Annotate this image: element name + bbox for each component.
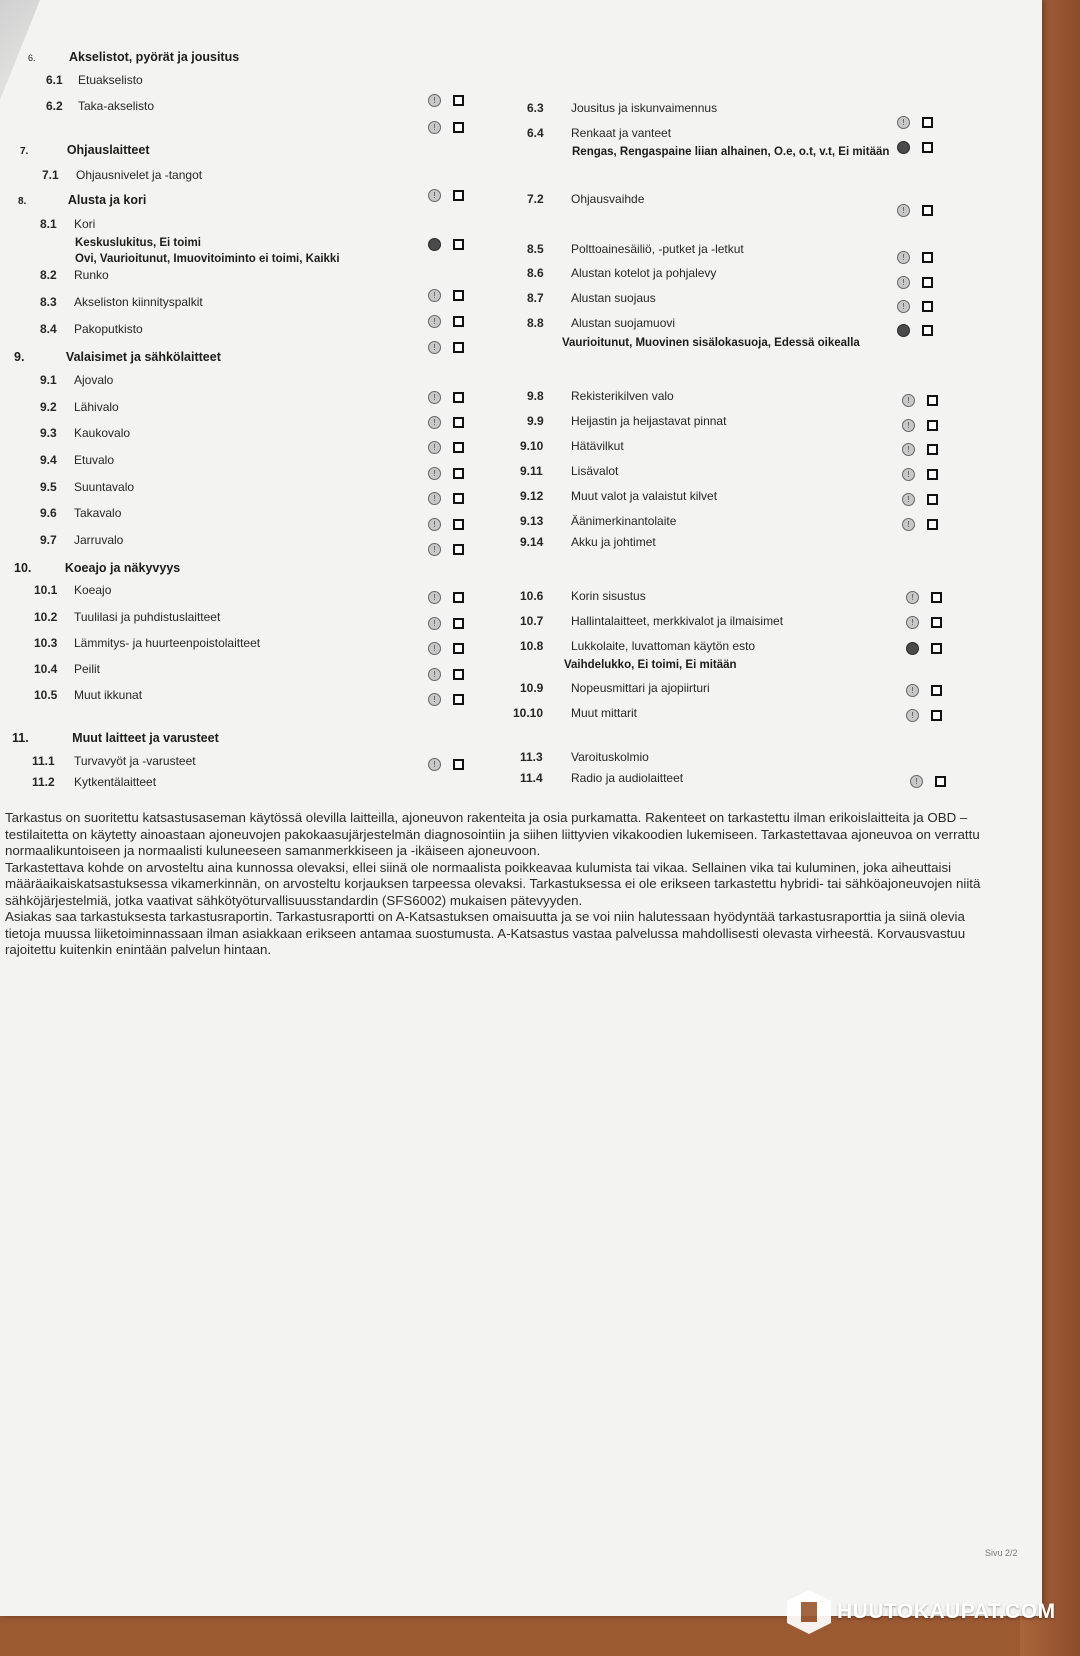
checkbox [931,617,942,628]
item-9-11: 9.11 Lisävalot [520,464,619,478]
rating-8-4 [428,341,464,354]
item-11-2: 11.2 Kytkentälaitteet [32,775,157,789]
ok-marker-icon: ! [428,467,441,480]
item-10-10: 10.10 Muut mittarit [513,706,638,720]
section-8-heading: 8. Alusta ja kori [18,193,147,207]
item-9-14: 9.14 Akku ja johtimet [520,535,656,549]
checkbox [927,420,938,431]
checkbox [453,95,464,106]
ok-marker-icon: ! [428,668,441,681]
checkbox [453,239,464,250]
disclaimer-paragraph-1: Tarkastus on suoritettu katsastusaseman käytössä olevilla laitteilla, ajoneuvon rakenteita ja osia purkamatta. Rakenteet on tarkastettu ilman erikoislaitteita ja OBD –testilaitetta on käytetty ainoastaan ajoneuvojen pakokaasujärjestelmän diagnosointiin ja siihen liittyvien vikakoodien lukemiseen. Tarkastettavaa ajoneuvoa on verrattu normaalikuntoiseen ja normaalisti kuluneeseen samanmerkkiseen ja -ikäiseen ajoneuvoon. [5,810,980,858]
ok-marker-icon: ! [906,684,919,697]
rating-10-1 [428,591,464,604]
rating-9-12 [902,493,938,506]
item-9-12: 9.12 Muut valot ja valaistut kilvet [520,489,718,503]
checkbox [935,776,946,787]
rating-9-6 [428,518,464,531]
rating-11-1 [428,758,464,771]
ok-marker-icon: ! [902,493,915,506]
ok-marker-icon: ! [902,394,915,407]
ok-marker-icon: ! [910,775,923,788]
checkbox [931,592,942,603]
rating-9-3 [428,441,464,454]
ok-marker-icon: ! [428,543,441,556]
checkbox [453,519,464,530]
item-7-1: 7.1 Ohjausnivelet ja -tangot [42,168,203,182]
fault-marker-icon [897,324,910,337]
ok-marker-icon: ! [902,518,915,531]
cube-logo-icon [787,1590,831,1634]
item-8-3: 8.3 Akseliston kiinnityspalkit [40,295,203,309]
fault-marker-icon [906,642,919,655]
rating-9-11 [902,468,938,481]
checkbox [453,544,464,555]
ok-marker-icon: ! [428,189,441,202]
rating-7-2 [897,204,933,217]
page-number: Sivu 2/2 [985,1548,1018,1558]
checkbox [453,442,464,453]
ok-marker-icon: ! [428,289,441,302]
rating-10-6 [906,591,942,604]
item-8-5: 8.5 Polttoainesäiliö, -putket ja -letkut [527,242,744,256]
section-6-heading: 6. Akselistot, pyörät ja jousitus [28,50,240,64]
item-9-7: 9.7 Jarruvalo [40,533,124,547]
ok-marker-icon: ! [897,116,910,129]
rating-9-7 [428,543,464,556]
ok-marker-icon: ! [428,518,441,531]
rating-9-2 [428,416,464,429]
checkbox [927,444,938,455]
ok-marker-icon: ! [428,391,441,404]
checkbox [453,592,464,603]
item-11-1: 11.1 Turvavyöt ja -varusteet [32,754,196,768]
checkbox [922,277,933,288]
rating-7-1 [428,189,464,202]
rating-8-8 [897,324,933,337]
ok-marker-icon: ! [902,468,915,481]
item-8-1: 8.1 Kori [40,217,96,231]
rating-10-3 [428,642,464,655]
item-10-2: 10.2 Tuulilasi ja puhdistuslaitteet [34,610,221,624]
ok-marker-icon: ! [428,341,441,354]
item-6-3: 6.3 Jousitus ja iskunvaimennus [527,101,718,115]
item-10-4: 10.4 Peilit [34,662,101,676]
checkbox [453,342,464,353]
note-8-8: Vaurioitunut, Muovinen sisälokasuoja, Edessä oikealla [562,337,860,349]
watermark-text: HUUTOKAUPAT.COM [837,1600,1056,1623]
ok-marker-icon: ! [428,492,441,505]
item-6-2: 6.2 Taka-akselisto [46,99,155,113]
checkbox [453,290,464,301]
item-10-1: 10.1 Koeajo [34,583,112,597]
checkbox [922,301,933,312]
item-9-10: 9.10 Hätävilkut [520,439,624,453]
checkbox [927,395,938,406]
disclaimer-text [5,810,985,959]
ok-marker-icon: ! [897,204,910,217]
rating-10-8 [906,642,942,655]
ok-marker-icon: ! [428,94,441,107]
checkbox [922,252,933,263]
item-10-7: 10.7 Hallintalaitteet, merkkivalot ja ilmaisimet [520,614,784,628]
checkbox [922,325,933,336]
item-10-5: 10.5 Muut ikkunat [34,688,143,702]
rating-9-5 [428,492,464,505]
fault-marker-icon [428,238,441,251]
item-10-9: 10.9 Nopeusmittari ja ajopiirturi [520,681,710,695]
ok-marker-icon: ! [906,616,919,629]
checkbox [453,190,464,201]
note-10-8: Vaihdelukko, Ei toimi, Ei mitään [564,659,737,671]
item-8-2: 8.2 Runko [40,268,109,282]
ok-marker-icon: ! [428,758,441,771]
ok-marker-icon: ! [428,617,441,630]
item-9-4: 9.4 Etuvalo [40,453,115,467]
rating-9-4 [428,467,464,480]
item-6-1: 6.1 Etuakselisto [46,73,143,87]
rating-10-4 [428,668,464,681]
item-10-8: 10.8 Lukkolaite, luvattoman käytön esto [520,639,756,653]
item-10-6: 10.6 Korin sisustus [520,589,646,603]
checkbox [453,643,464,654]
rating-8-7 [897,300,933,313]
rating-10-2 [428,617,464,630]
watermark-logo [787,1590,1056,1634]
item-9-6: 9.6 Takavalo [40,506,122,520]
item-9-9: 9.9 Heijastin ja heijastavat pinnat [527,414,727,428]
ok-marker-icon: ! [897,300,910,313]
rating-9-13 [902,518,938,531]
note-6-4: Rengas, Rengaspaine liian alhainen, O.e, o.t, v.t, Ei mitään [572,146,890,158]
item-7-2: 7.2 Ohjausvaihde [527,192,645,206]
ok-marker-icon: ! [902,443,915,456]
ok-marker-icon: ! [906,709,919,722]
rating-9-8 [902,394,938,407]
checkbox [453,759,464,770]
rating-11-4 [910,775,946,788]
checkbox [922,142,933,153]
item-9-5: 9.5 Suuntavalo [40,480,135,494]
item-8-6: 8.6 Alustan kotelot ja pohjalevy [527,266,717,280]
ok-marker-icon: ! [902,419,915,432]
checkbox [931,710,942,721]
ok-marker-icon: ! [897,251,910,264]
checkbox [453,468,464,479]
checkbox [453,694,464,705]
item-11-4: 11.4 Radio ja audiolaitteet [520,771,684,785]
rating-10-9 [906,684,942,697]
ok-marker-icon: ! [906,591,919,604]
item-9-13: 9.13 Äänimerkinantolaite [520,514,677,528]
item-8-7: 8.7 Alustan suojaus [527,291,656,305]
ok-marker-icon: ! [428,315,441,328]
item-9-2: 9.2 Lähivalo [40,400,119,414]
ok-marker-icon: ! [428,121,441,134]
ok-marker-icon: ! [428,591,441,604]
checkbox [927,494,938,505]
note-8-1-a: Keskuslukitus, Ei toimi [75,237,201,249]
note-8-1-b: Ovi, Vaurioitunut, Imuovitoiminto ei toimi, Kaikki [75,253,340,265]
item-11-3: 11.3 Varoituskolmio [520,750,649,764]
checkbox [453,493,464,504]
checkbox [931,685,942,696]
fault-marker-icon [897,141,910,154]
rating-6-4 [897,141,933,154]
checkbox [931,643,942,654]
rating-8-1 [428,238,464,251]
rating-10-5 [428,693,464,706]
rating-9-1 [428,391,464,404]
ok-marker-icon: ! [897,276,910,289]
item-9-1: 9.1 Ajovalo [40,373,114,387]
item-9-3: 9.3 Kaukovalo [40,426,131,440]
checkbox [922,117,933,128]
rating-8-6 [897,276,933,289]
rating-9-9 [902,419,938,432]
rating-10-10 [906,709,942,722]
rating-8-3 [428,315,464,328]
ok-marker-icon: ! [428,642,441,655]
checkbox [453,316,464,327]
rating-8-2 [428,289,464,302]
checkbox [453,669,464,680]
section-10-heading: 10. Koeajo ja näkyvyys [14,561,181,575]
ok-marker-icon: ! [428,416,441,429]
ok-marker-icon: ! [428,693,441,706]
item-8-4: 8.4 Pakoputkisto [40,322,143,336]
rating-8-5 [897,251,933,264]
rating-6-3 [897,116,933,129]
checkbox [453,122,464,133]
checkbox [453,417,464,428]
section-11-heading: 11. Muut laitteet ja varusteet [12,731,219,745]
rating-9-10 [902,443,938,456]
disclaimer-paragraph-3: Asiakas saa tarkastuksesta tarkastusraportin. Tarkastusraportti on A-Katsastuksen omaisuutta ja se voi niin halutessaan hyödyntää tarkastusraporttia ja siinä olevia tietoja muussa liiketoiminnassaan ilman asiakkaan erikseen antamaa suostumusta. A-Katsastus vastaa palvelussa mahdollisesti olevasta virheestä. Korvausvastuu rajoitettu kuitenkin enintään palvelun hintaan. [5,909,966,957]
ok-marker-icon: ! [428,441,441,454]
checkbox [927,519,938,530]
checkbox [453,392,464,403]
rating-6-1 [428,94,464,107]
disclaimer-paragraph-2: Tarkastettava kohde on arvosteltu aina kunnossa olevaksi, ellei siinä ole normaalista poikkeavaa kulumista tai vikaa. Sellainen vika tai kuluminen, joka aiheuttaisi määräaikaiskatsastuksessa vikamerkinnän, on arvosteltu korjauksen tarpeessa olevaksi. Tarkastuksessa ei ole erikseen tarkastettu hybridi- tai sähköajoneuvojen niitä sähköjärjestelmiä, jotka vaativat sähkötyöturvallisuusstandardin (SFS6002) mukaisen pätevyyden. [5,859,981,908]
item-10-3: 10.3 Lämmitys- ja huurteenpoistolaitteet [34,636,261,650]
rating-10-7 [906,616,942,629]
checkbox [922,205,933,216]
checkbox [453,618,464,629]
item-8-8: 8.8 Alustan suojamuovi [527,316,676,330]
rating-6-2 [428,121,464,134]
section-9-heading: 9. Valaisimet ja sähkölaitteet [14,350,221,364]
checkbox [927,469,938,480]
section-7-heading: 7. Ohjauslaitteet [20,143,150,157]
item-6-4: 6.4 Renkaat ja vanteet [527,126,672,140]
item-9-8: 9.8 Rekisterikilven valo [527,389,674,403]
